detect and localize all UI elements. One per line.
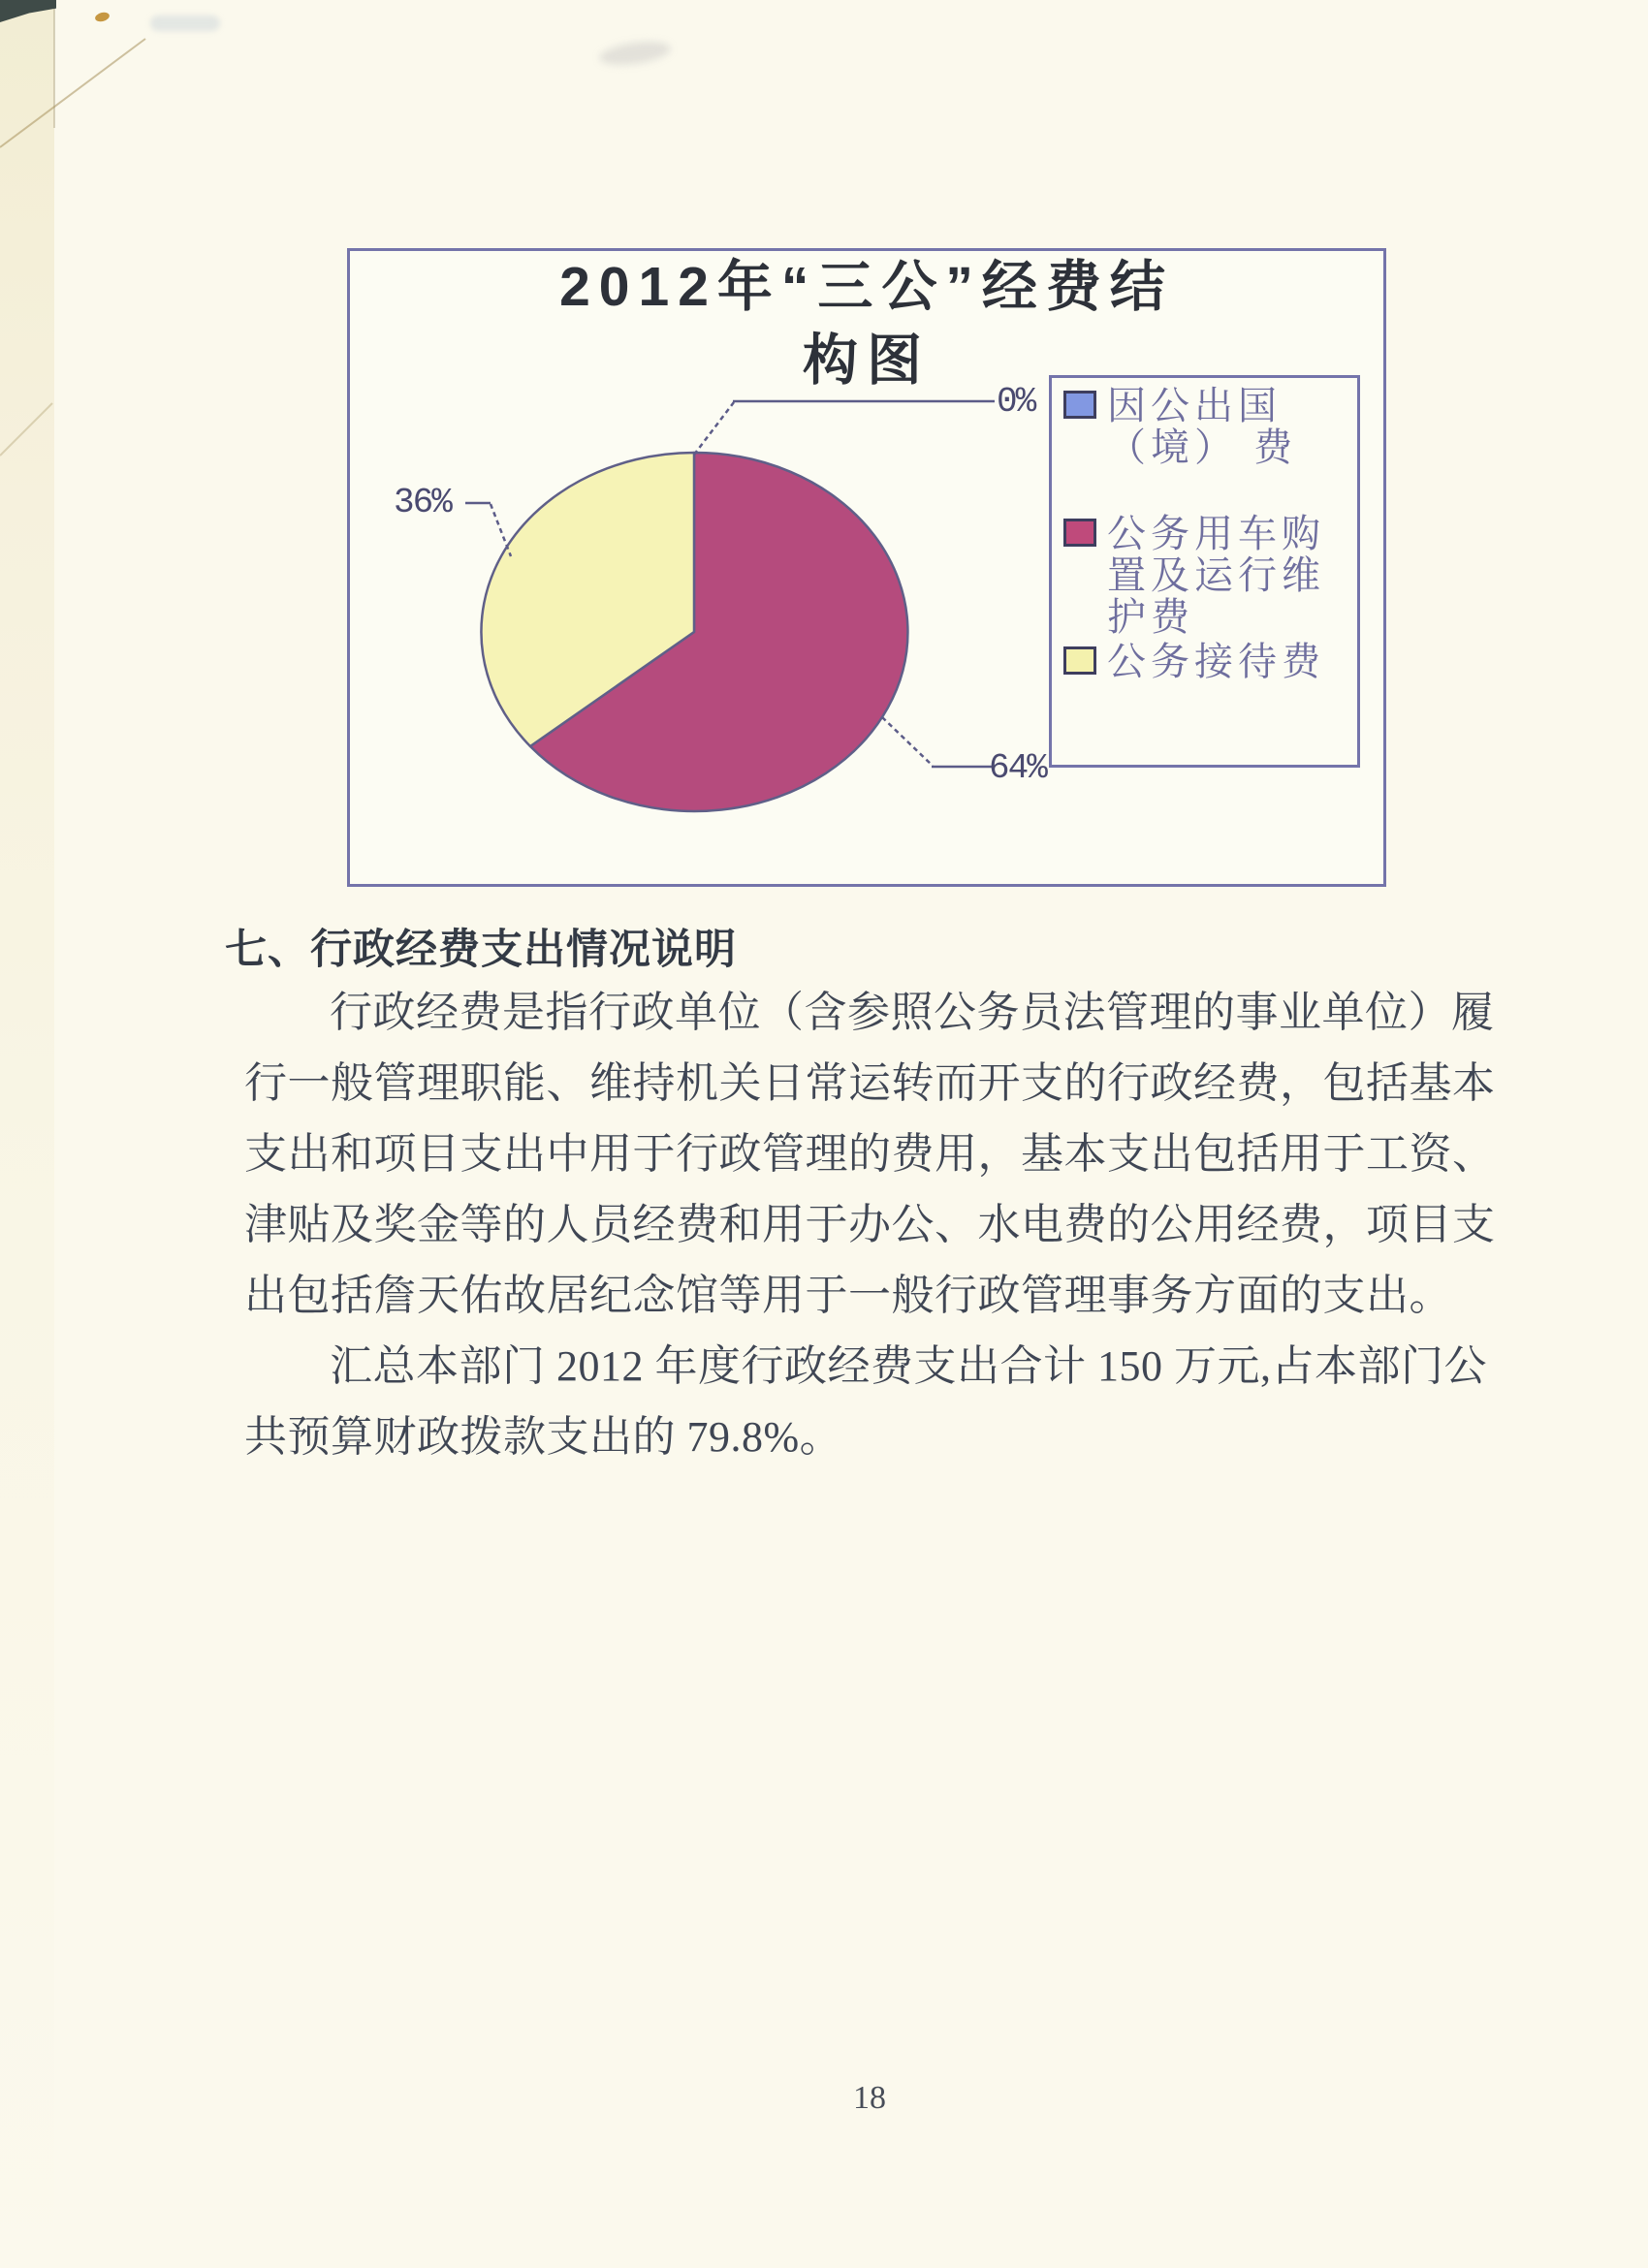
legend-label-line: （境） 费 [1107,426,1298,469]
chart-title-line1: 2012年“三公”经费结 [559,256,1174,318]
legend-item-business-reception [1063,642,1325,683]
body-paragraph-line: 津贴及奖金等的人员经费和用于办公、水电费的公用经费，项目支 [244,1201,1496,1248]
body-paragraph-line: 行政经费是指行政单位（含参照公务员法管理的事业单位）履 [330,989,1495,1036]
callout-line-36-percent [491,504,511,556]
label-0-percent: 0% [997,382,1035,422]
legend-swatch-business-reception [1063,646,1096,675]
legend-swatch-official-vehicles [1063,519,1096,547]
smudge-mark-2 [598,38,672,69]
chart-title-line2: 构图 [803,330,931,392]
legend-label-line: 公务接待费 [1107,641,1325,683]
body-paragraph-line: 共预算财政拨款支出的 79.8%。 [244,1413,843,1461]
legend-label-official-vehicles [1107,514,1325,639]
legend-label-line: 置及运行维 [1107,554,1325,597]
callout-line-0-percent [694,402,734,455]
legend-label-business-reception [1107,642,1325,683]
page-number: 18 [853,2080,886,2116]
chart-legend [1049,375,1360,768]
smudge-mark [150,16,220,31]
legend-swatch-overseas-trips [1063,391,1096,419]
legend-label-line: 护费 [1107,596,1194,639]
legend-label-line: 公务用车购 [1107,513,1325,555]
body-paragraph-line: 支出和项目支出中用于行政管理的费用，基本支出包括用于工资、 [244,1130,1496,1178]
callout-line-64-percent [882,717,933,766]
paper-edge-line [53,0,55,128]
legend-label-line: 因公出国 [1107,385,1282,427]
section-heading: 七、行政经费支出情况说明 [225,927,737,973]
body-text [244,977,1505,1472]
page-left-edge-strip [0,0,54,2268]
body-paragraph-line: 行一般管理职能、维持机关日常运转而开支的行政经费，包括基本 [244,1059,1496,1107]
body-paragraph-line: 出包括詹天佑故居纪念馆等用于一般行政管理事务方面的支出。 [244,1272,1452,1319]
label-64-percent: 64% [989,748,1046,788]
ink-speck [94,11,111,22]
legend-label-overseas-trips [1107,386,1297,469]
legend-item-official-vehicles [1063,514,1325,639]
legend-item-overseas-trips [1063,386,1297,469]
body-paragraph-line: 汇总本部门 2012 年度行政经费支出合计 150 万元,占本部门公 [330,1342,1487,1390]
label-36-percent: 36% [394,483,451,522]
